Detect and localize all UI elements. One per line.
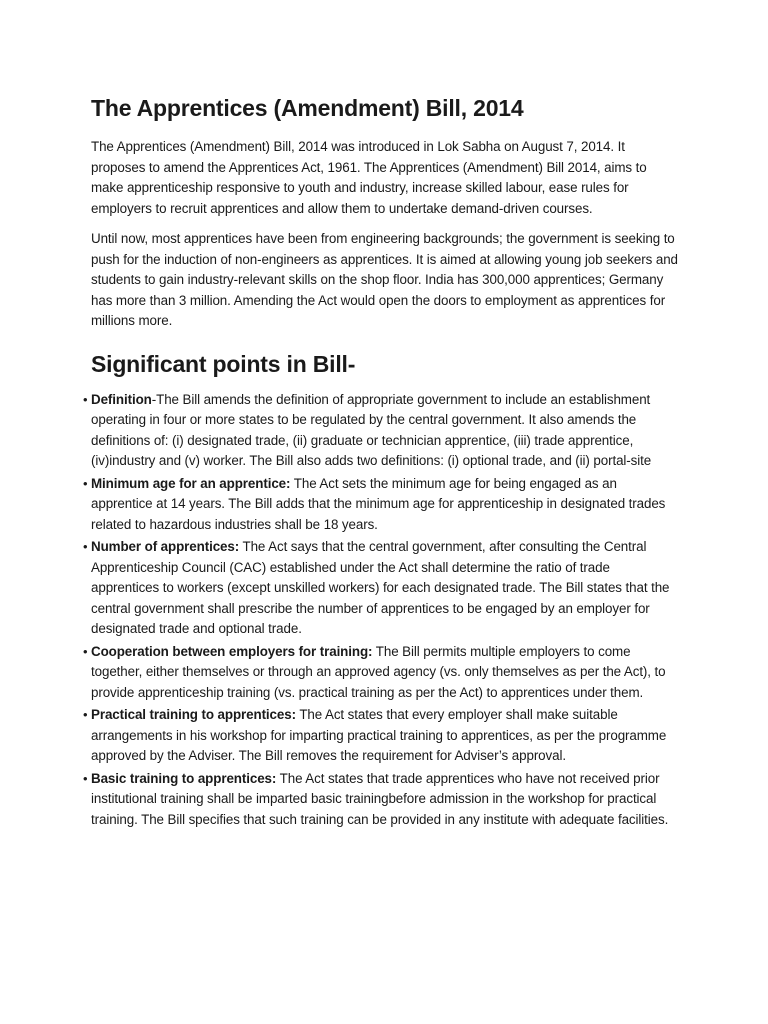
list-item bbox=[83, 474, 680, 536]
point-text: The Act states that trade apprentices who have not received prior institutional training shall be imparted basic trainingbefore admission in the workshop for practical training. The Bill specifies that such training can be provided in any institute with adequate facilities. bbox=[91, 770, 669, 827]
list-item bbox=[83, 705, 680, 767]
point-text: The Bill permits multiple employers to come together, either themselves or through an approved agency (vs. only themselves as per the Act), to provide apprenticeship training (vs. practical training as per the Act) to apprentices under them. bbox=[91, 643, 666, 700]
document-title: The Apprentices (Amendment) Bill, 2014 bbox=[91, 95, 524, 121]
point-title: Minimum age for an apprentice: bbox=[91, 475, 291, 491]
bullet-icon: • bbox=[83, 391, 88, 407]
point-text: -The Bill amends the definition of appropriate government to include an establishment operating in four or more states to be regulated by the central government. It also amends the definitions of: (i) designated trade, (ii) graduate or technician apprentice, (iii) trade apprentice, (iv)industry and (v) worker. The Bill also adds two definitions: (i) optional trade, and (ii) portal-site bbox=[91, 391, 652, 468]
point-text: The Act sets the minimum age for being engaged as an apprentice at 14 years. The Bill adds that the minimum age for apprenticeship in designated trades related to hazardous industries shall be 18 years. bbox=[91, 475, 666, 532]
point-title: Basic training to apprentices: bbox=[91, 770, 277, 786]
bullet-icon: • bbox=[83, 707, 88, 722]
bullet-icon: • bbox=[83, 475, 88, 491]
point-title: Cooperation between employers for training: bbox=[91, 643, 373, 659]
bullet-icon: • bbox=[83, 643, 88, 659]
points-list bbox=[83, 390, 680, 831]
intro-paragraph: The Apprentices (Amendment) Bill, 2014 was introduced in Lok Sabha on August 7, 2014. It proposes to amend the Apprentices Act, 1961. The Apprentices (Amendment) Bill 2014, aims to make apprenticeship responsive to youth and industry, increase skilled labour, ease rules for employers to recruit apprentices and allow them to undertake demand-driven courses. bbox=[91, 139, 647, 216]
bullet-icon: • bbox=[83, 770, 88, 786]
list-item bbox=[83, 642, 680, 704]
list-item bbox=[83, 769, 680, 831]
context-paragraph: Until now, most apprentices have been from engineering backgrounds; the government is seeking to push for the induction of non-engineers as apprentices. It is aimed at allowing young job seekers and students to gain industry-relevant skills on the shop floor. India has 300,000 apprentices; Germany has more than 3 million. Amending the Act would open the doors to employment as apprentices for millions more. bbox=[91, 231, 678, 328]
list-item bbox=[83, 537, 680, 640]
section-heading: Significant points in Bill- bbox=[91, 350, 356, 377]
bullet-icon: • bbox=[83, 539, 88, 554]
point-title: Practical training to apprentices: bbox=[91, 707, 296, 722]
point-text: The Act says that the central government, after consulting the Central Apprenticeship Council (CAC) established under the Act shall determine the ratio of trade apprentices to workers (except unskilled workers) for each designated trade. The Bill states that the central government shall prescribe the number of apprentices to be engaged by an employer for designated trade and optional trade. bbox=[91, 539, 670, 636]
point-title: Number of apprentices: bbox=[91, 539, 240, 554]
point-title: Definition bbox=[91, 391, 152, 407]
list-item bbox=[83, 390, 680, 472]
point-text: The Act states that every employer shall make suitable arrangements in his workshop for imparting practical training to apprentices, as per the programme approved by the Adviser. The Bill removes the requirement for Adviser’s approval. bbox=[91, 707, 667, 763]
